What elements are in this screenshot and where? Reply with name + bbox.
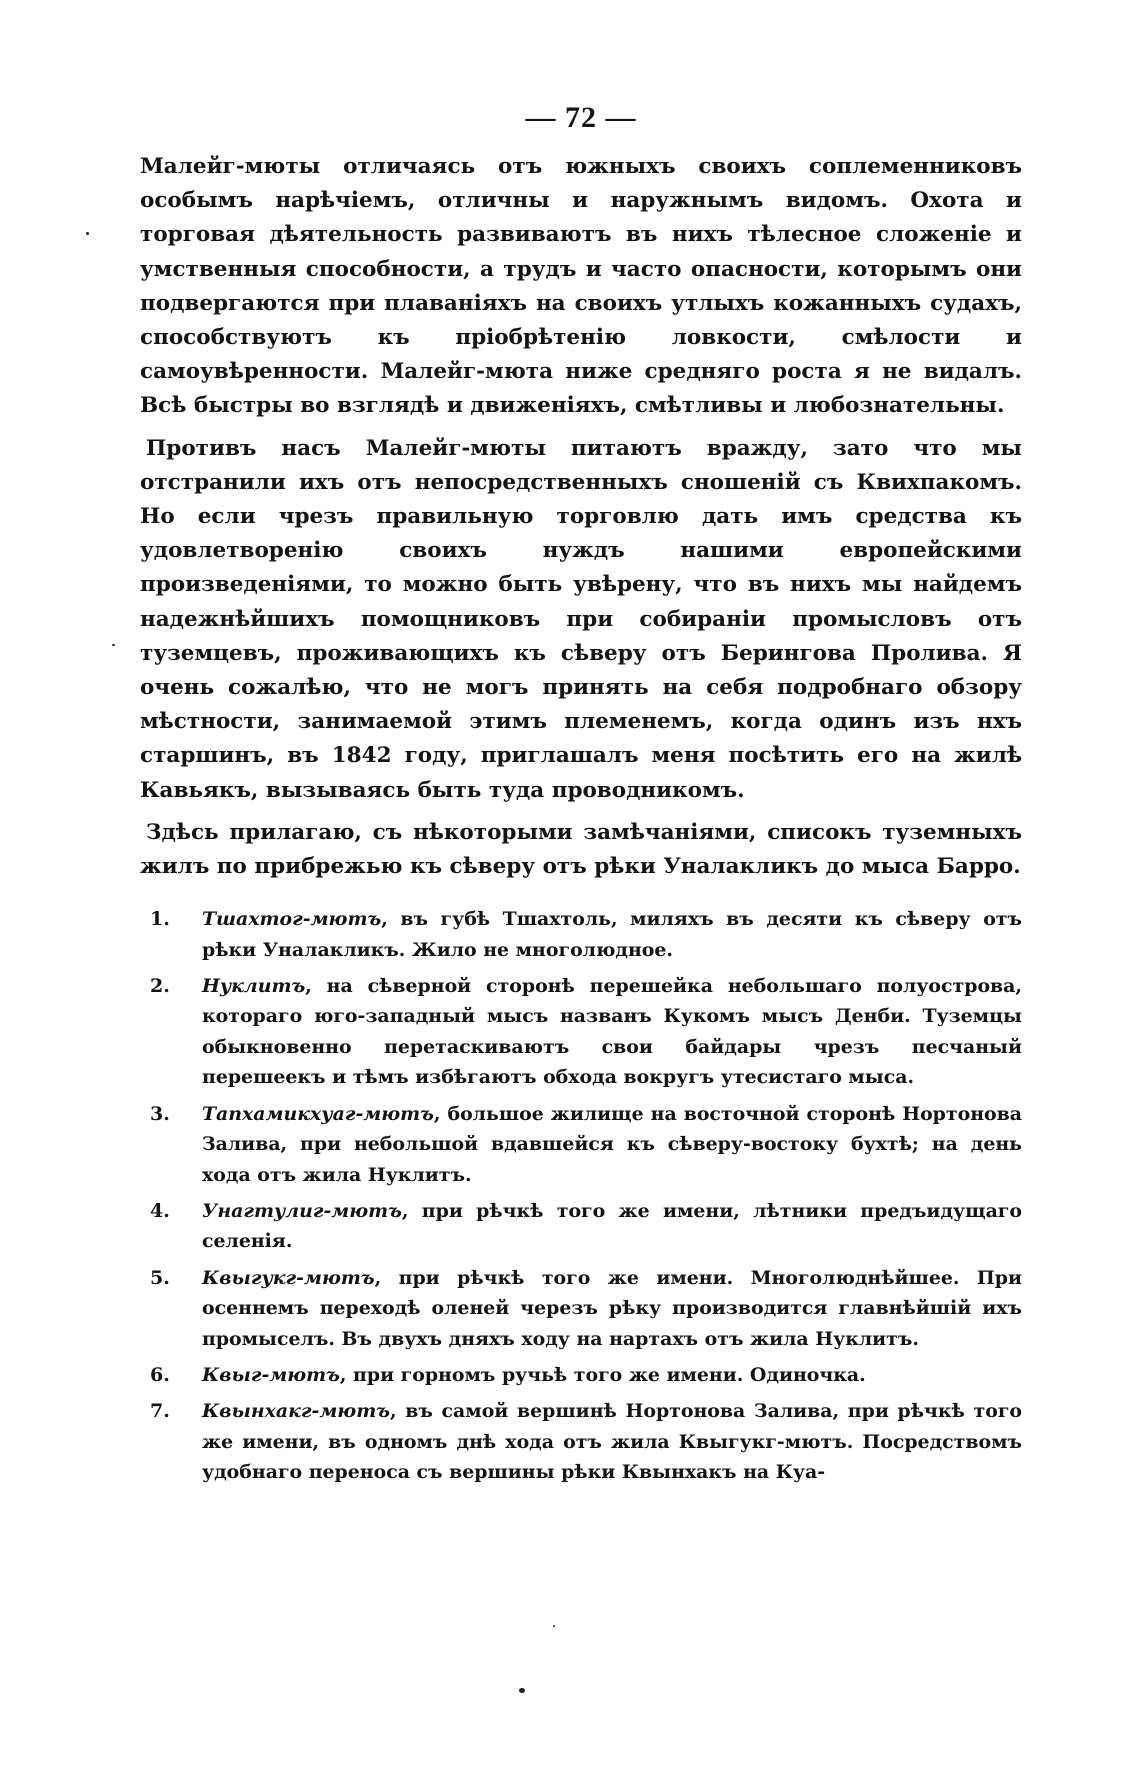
- list-item-number: 1.: [150, 908, 170, 931]
- list-item-name: Тапхамикхуаг-мютъ: [202, 1102, 434, 1125]
- list-item-text: , при горномъ ручьѣ того же имени. Одиночка.: [339, 1363, 866, 1386]
- list-item-number: 4.: [150, 1199, 170, 1222]
- list-item-name: Квыгукг-мютъ: [202, 1266, 375, 1289]
- list-item-body: [202, 1396, 1022, 1487]
- paragraph-1: Малейг-мюты отличаясь отъ южныхъ своихъ соплеменниковъ особымъ нарѣчіемъ, отличны и наружнымъ видомъ. Охота и торговая дѣятельность развиваютъ въ нихъ тѣлесное сложеніе и умственныя способности, а трудъ и часто опасности, которымъ они подвергаются при плаваніяхъ на своихъ утлыхъ кожанныхъ судахъ, способствуютъ къ пріобрѣтенію ловкости, смѣлости и самоувѣренности. Малейг-мюта ниже средняго роста я не видалъ. Всѣ быстры во взглядѣ и движеніяхъ, смѣтливы и любознательны.: [140, 154, 1022, 419]
- paragraph-2: Противъ насъ Малейг-мюты питаютъ вражду, зато что мы отстранили ихъ отъ непосредственныхъ сношеній съ Квихпакомъ. Но если чрезъ правильную торговлю дать имъ средства къ удовлетворенію своихъ нуждъ нашими европейскими произведеніями, то можно быть увѣрену, что въ нихъ мы найдемъ надежнѣйшихъ помощниковъ при собираніи промысловъ отъ туземцевъ, проживающихъ къ сѣверу отъ Берингова Пролива. Я очень сожалѣю, что не могъ принять на себя подробнаго обзору мѣстности, занимаемой этимъ племенемъ, когда одинъ изъ нхъ старшинъ, въ 1842 году, приглашалъ меня посѣтить его на жилѣ Кавьякъ, вызываясь быть туда проводникомъ.: [140, 435, 1022, 803]
- settlement-list: [140, 904, 1022, 1487]
- list-item: [140, 971, 1022, 1093]
- list-item-number: 7.: [150, 1400, 170, 1423]
- list-item-text: , въ губѣ Тшахтоль, миляхъ въ десяти къ сѣверу отъ рѣки Уналакликъ. Жило не многолюдное.: [202, 908, 1022, 961]
- paragraph-3: Здѣсь прилагаю, съ нѣкоторыми замѣчаніями, списокъ туземныхъ жилъ по прибрежью къ сѣверу отъ рѣки Уналакликъ до мыса Барро.: [140, 819, 1022, 880]
- list-item: [140, 1196, 1022, 1257]
- page-content: [140, 98, 1022, 1494]
- list-item-name: Квынхакг-мютъ: [202, 1400, 390, 1423]
- list-item-name: Унагтулиг-мютъ: [202, 1199, 402, 1222]
- list-item-text: , на сѣверной сторонѣ перешейка небольшаго полуострова, котораго юго-западный мысъ названъ Кукомъ мысъ Денби. Туземцы обыкновенно перетаскиваютъ свои байдары чрезъ песчаный перешеекъ и тѣмъ избѣгаютъ обхода вокругъ утесистаго мыса.: [202, 975, 1022, 1089]
- list-item-number: 3.: [150, 1102, 170, 1125]
- list-item: [140, 1360, 1022, 1390]
- list-item: [140, 1263, 1022, 1354]
- list-item-text: , при рѣчкѣ того же имени. Многолюднѣйшее. При осеннемъ переходѣ оленей черезъ рѣку производится главнѣйшій ихъ промыселъ. Въ двухъ дняхъ ходу на нартахъ отъ жила Нуклитъ.: [202, 1266, 1022, 1350]
- list-item-body: [202, 1196, 1022, 1257]
- list-item-body: [202, 1099, 1022, 1190]
- list-item-body: [202, 904, 1022, 965]
- list-item-body: [202, 1360, 1022, 1390]
- ink-speck: [86, 232, 89, 235]
- list-item-number: 6.: [150, 1363, 170, 1386]
- list-item: [140, 1396, 1022, 1487]
- list-item-body: [202, 1263, 1022, 1354]
- list-item-text: , въ самой вершинѣ Нортонова Залива, при рѣчкѣ того же имени, въ одномъ днѣ хода отъ жила Квыгукг-мютъ. Посредствомъ удобнаго переноса съ вершины рѣки Квынхакъ на Куа-: [202, 1400, 1022, 1484]
- ink-speck: [519, 1688, 525, 1693]
- list-item-text: , большое жилище на восточной сторонѣ Нортонова Залива, при небольшой вдавшейся къ сѣверу-востоку бухтѣ; на день хода отъ жила Нуклитъ.: [202, 1102, 1022, 1186]
- list-item-name: Нуклитъ: [202, 975, 306, 998]
- list-item-number: 2.: [150, 975, 170, 998]
- list-item: [140, 904, 1022, 965]
- page-number: — 72 —: [525, 101, 637, 134]
- ink-speck: [553, 1625, 555, 1627]
- list-item-name: Квыг-мютъ: [202, 1363, 340, 1386]
- list-item: [140, 1099, 1022, 1190]
- list-item-body: [202, 971, 1022, 1093]
- ink-speck: [112, 644, 115, 646]
- list-item-name: Тшахтог-мютъ: [202, 908, 382, 931]
- list-item-number: 5.: [150, 1266, 170, 1289]
- list-item-text: , при рѣчкѣ того же имени, лѣтники предъидущаго селенія.: [202, 1199, 1022, 1253]
